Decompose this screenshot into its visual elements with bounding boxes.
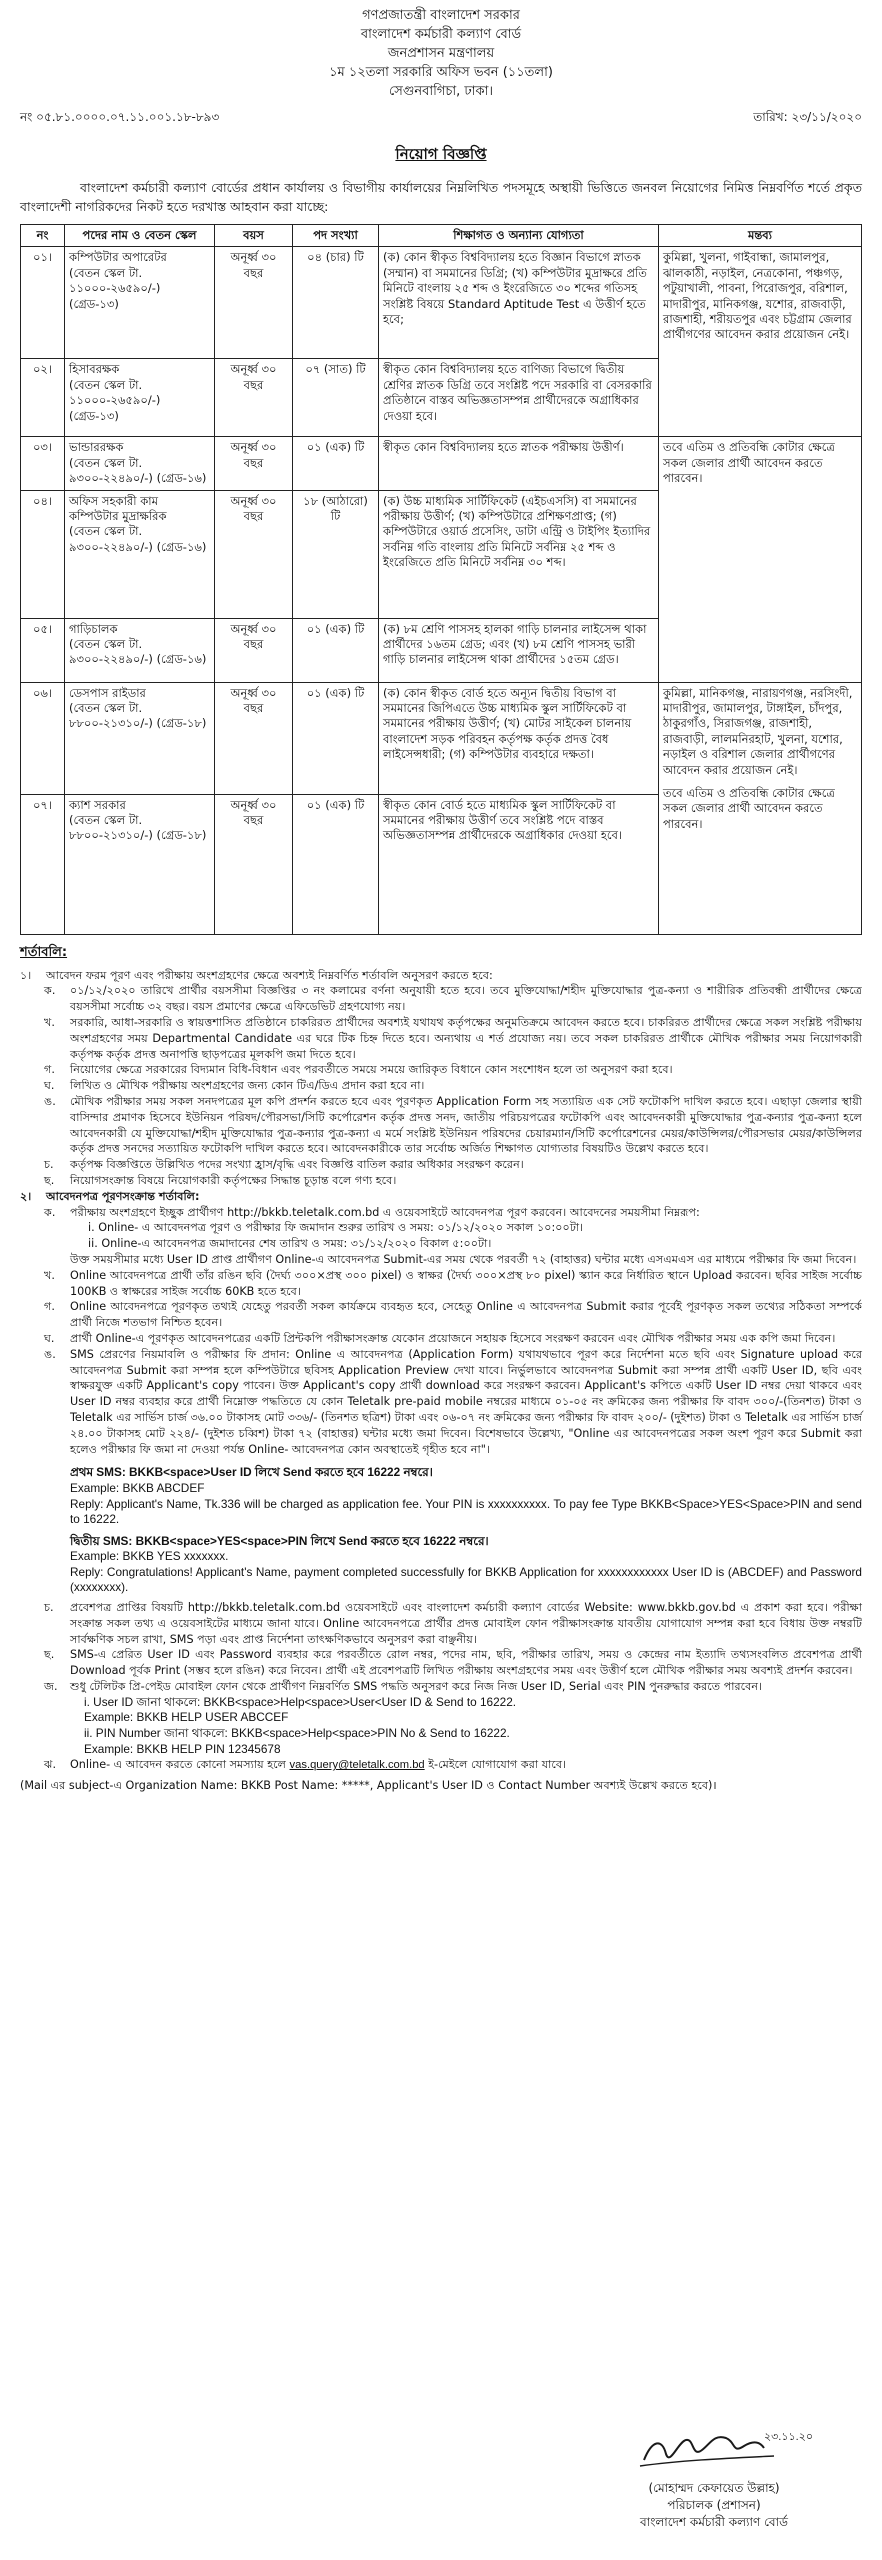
signature-block bbox=[584, 2420, 844, 2531]
sub-label: ছ. bbox=[44, 1173, 55, 1187]
col-header-qualification: শিক্ষাগত ও অন্যান্য যোগ্যতা bbox=[379, 225, 659, 247]
row-number: ০৫। bbox=[21, 618, 65, 682]
condition-number: ২। bbox=[20, 1189, 32, 1203]
sub-text: প্রার্থী Online-এ পূরণকৃত আবেদনপত্রের একটি প্রিন্টকপি পরীক্ষাসংক্রান্ত যেকোন প্রয়োজনে সহায়ক হিসেবে সংরক্ষণ করবেন এবং মৌখিক পরীক্ষার সময় এক কপি জমা দিবেন। bbox=[70, 1331, 836, 1345]
post-name: অফিস সহকারী কাম কম্পিউটার মুদ্রাক্ষরিক bbox=[69, 493, 167, 524]
condition-number: ১। bbox=[20, 968, 32, 982]
vacancy-table bbox=[20, 224, 862, 935]
qualification: স্বীকৃত কোন বিশ্ববিদ্যালয় হতে স্নাতক পরীক্ষায় উত্তীর্ণ। bbox=[379, 437, 659, 490]
post-name: ডেসপাস রাইডার bbox=[69, 685, 146, 700]
sub-label: ঙ. bbox=[44, 1347, 56, 1361]
age-limit: অনূর্ধ্ব ৩০ বছর bbox=[215, 618, 293, 682]
age-limit: অনূর্ধ্ব ৩০ বছর bbox=[215, 247, 293, 359]
header-line-5: সেগুনবাগিচা, ঢাকা। bbox=[388, 84, 494, 99]
pay-scale: (বেতন স্কেল টা. ১১০০০-২৬৫৯০/-) (গ্রেড-১৩) bbox=[69, 377, 161, 423]
remarks-quota-1 bbox=[659, 437, 862, 682]
sub-condition bbox=[44, 1015, 862, 1062]
sub-condition bbox=[44, 1078, 862, 1094]
signatory-organization: বাংলাদেশ কর্মচারী কল্যাণ বোর্ড bbox=[640, 2515, 788, 2529]
signature-scribble bbox=[614, 2420, 814, 2478]
condition-text: আবেদন ফরম পূরণ এবং পরীক্ষায় অংশগ্রহণের ক্ষেত্রে অবশ্যই নিম্নবর্ণিত শর্তাবলি অনুসরণ করতে হবে: bbox=[46, 968, 493, 982]
conditions-title: শর্তাবলি: bbox=[20, 944, 68, 960]
office-header bbox=[20, 6, 862, 101]
recovery-instructions bbox=[84, 1695, 862, 1757]
sub-condition bbox=[44, 1600, 862, 1647]
remarks-quota-note: তবে এতিম ও প্রতিবন্ধি কোটার ক্ষেত্রে সকল জেলার প্রার্থী আবেদন করতে পারবেন। bbox=[663, 440, 835, 486]
col-header-age: বয়স bbox=[215, 225, 293, 247]
remarks-group-1 bbox=[659, 247, 862, 437]
sub-condition bbox=[44, 1647, 862, 1679]
first-sms-example: Example: BKKB ABCDEF bbox=[70, 1480, 205, 1495]
signatory-designation: পরিচালক (প্রশাসন) bbox=[667, 2498, 761, 2512]
sub-text: মৌখিক পরীক্ষার সময় সকল সনদপত্রের মূল কপি প্রদর্শন করতে হবে এবং পূরণকৃত Application Form সহ সত্যায়িত এক সেট ফটোকপি দাখিল করতে হবে। এছাড়া জেলার স্থায়ী বাসিন্দার প্রমাণক হিসেবে ইউনিয়ন পরিষদ/পৌরসভা/সিটি কর্পোরেশন কর্তৃক প্রদত্ত সনদ, জাতীয় পরিচয়পত্রের ফটোকপি এবং আবেদনকারী মুক্তিযোদ্ধার পুত্র-কন্যার পুত্র-কন্যা হলে আবেদনকারী যে মুক্তিযোদ্ধা/শহীদ মুক্তিযোদ্ধার পুত্র-কন্যার পুত্র-কন্যা এ মর্মে সংশ্লিষ্ট ইউনিয়ন পরিষদের চেয়ারম্যান/সিটি কর্পোরেশনের মেয়র/কাউন্সিলর/পৌরসভার মেয়র/কাউন্সিলর কর্তৃক প্রদত্ত সনদের সত্যায়িত ফটোকপি দাখিল করতে হবে। আবেদনকারীকে তার সর্বোচ্চ অর্জিত শিক্ষাগত যোগ্যতার বিষয়টিও উল্লেখ করতে হবে। bbox=[70, 1095, 862, 1156]
sub-text: ০১/১২/২০২০ তারিখে প্রার্থীর বয়সসীমা বিজ্ঞপ্তির ৩ নং কলামের বর্ণনা অনুযায়ী হতে হবে। তবে মুক্তিযোদ্ধা/শহীদ মুক্তিযোদ্ধার পুত্র-কন্যা ও শারীরিক প্রতিবন্ধী প্রার্থীদের ক্ষেত্রে বয়সসীমা সর্বোচ্চ ৩২ বছর। বয়স প্রমাণের ক্ষেত্রে এফিডেভিট গ্রহণযোগ্য নয়। bbox=[70, 984, 862, 1014]
age-limit: অনূর্ধ্ব ৩০ বছর bbox=[215, 359, 293, 437]
post-cell bbox=[65, 794, 215, 934]
sub-condition bbox=[44, 1062, 862, 1078]
post-count: ০১ (এক) টি bbox=[293, 794, 379, 934]
second-sms-reply: Reply: Congratulations! Applicant's Name, payment completed successfully for BKKB Application for xxxxxxxxxxxx User ID is (ABCDEF) and Password (xxxxxxxx). bbox=[70, 1564, 862, 1595]
header-line-4: ১ম ১২তলা সরকারি অফিস ভবন (১১তলা) bbox=[329, 65, 553, 80]
memo-date: তারিখ: ২৩/১১/২০২০ bbox=[753, 110, 862, 124]
remarks-excluded-districts: কুমিল্লা, খুলনা, গাইবান্ধা, জামালপুর, ঝালকাঠী, নড়াইল, নেত্রকোনা, পঞ্চগড়, পটুয়াখালী, পাবনা, পিরোজপুর, বরিশাল, মাদারীপুর, মানিকগঞ্জ, যশোর, রাজবাড়ী, রাজশাহী, শরীয়তপুর এবং চট্টগ্রাম জেলার প্রার্থীগণের আবেদন করার প্রয়োজন নেই। bbox=[663, 250, 852, 342]
sub-condition bbox=[44, 1094, 862, 1157]
age-limit: অনূর্ধ্ব ৩০ বছর bbox=[215, 490, 293, 618]
online-deadlines bbox=[88, 1220, 862, 1252]
post-name: গাড়িচালক bbox=[69, 621, 118, 636]
sub-text: কর্তৃপক্ষ বিজ্ঞপ্তিতে উল্লিখিত পদের সংখ্যা হ্রাস/বৃদ্ধি এবং বিজ্ঞপ্তি বাতিল করার অধিকার সংরক্ষণ করেন। bbox=[70, 1158, 524, 1172]
sub-label: গ. bbox=[44, 1300, 55, 1314]
col-header-no: নং bbox=[21, 225, 65, 247]
row-number: ০২। bbox=[21, 359, 65, 437]
pay-scale: (বেতন স্কেল টা. ৯৩০০-২২৪৯০/-) (গ্রেড-১৬) bbox=[69, 524, 207, 554]
post-count: ০৭ (সাত) টি bbox=[293, 359, 379, 437]
sub-label: চ. bbox=[44, 1158, 54, 1172]
memo-number: নং ০৫.৮১.০০০০.০৭.১১.০০১.১৮-৮৯৩ bbox=[20, 110, 220, 124]
qualification: (ক) কোন স্বীকৃত বোর্ড হতে অন্যূন দ্বিতীয় বিভাগ বা সমমানের জিপিএতে উচ্চ মাধ্যমিক স্কুল সার্টিফিকেট বা সমমানের পরীক্ষায় উত্তীর্ণ; (খ) মোটর সাইকেল চালনায় বাংলাদেশ সড়ক পরিবহন কর্তৃপক্ষ কর্তৃক প্রদত্ত বৈধ লাইসেন্সধারী; (গ) কম্পিউটার ব্যবহারে দক্ষতা। bbox=[379, 682, 659, 794]
sub-text: SMS প্রেরণের নিয়মাবলি ও পরীক্ষার ফি প্রদান: Online এ আবেদনপত্র (Application Form) যথাযথভাবে পূরণ করে নির্দেশনা মতে ছবি এবং Signature upload করে আবেদনপত্র Submit করা সম্পন্ন হলে কম্পিউটারে ছবিসহ Application Preview দেখা যাবে। নির্ভুলভাবে আবেদনপত্র Submit করা সম্পন্ন প্রার্থী একটি User ID, ছবি এবং স্বাক্ষরযুক্ত একটি Applicant's copy পাবেন। উক্ত Applicant's copy প্রার্থী download করে সংরক্ষণ করবেন। Applicant's কপিতে একটি User ID নম্বর দেয়া থাকবে এবং User ID নম্বর ব্যবহার করে প্রার্থী নিম্নোক্ত পদ্ধতিতে যে কোন Teletalk pre-paid mobile নম্বরের মাধ্যমে ০১-০৫ নং ক্রমিকের জন্য পরীক্ষার ফি বাবদ ৩০০/-(তিনশত) টাকা ও Teletalk এর সার্ভিস চার্জ ৩৬.০০ টাকাসহ মোট ৩৩৬/- (তিনশত ছত্রিশ) টাকা এবং ০৬-০৭ নং ক্রমিকের জন্য পরীক্ষার ফি বাবদ ২০০/- (দুইশত) টাকা ও Teletalk এর সার্ভিস চার্জ ২৪.০০ টাকাসহ মোট ২২৪/- (দুইশত চব্বিশ) টাকা ৭২ (বাহাত্তর) ঘন্টার মধ্যে জমা দিবেন। বিশেষভাবে উল্লেখ্য, "Online এর আবেদনপত্রের সকল অংশ পূরণ করে Submit করা হলেও পরীক্ষার ফি জমা না দেওয়া পর্যন্ত Online- আবেদনপত্র কোন অবস্থাতেই গৃহীত হবে না"। bbox=[70, 1347, 862, 1456]
table-row bbox=[21, 247, 862, 359]
post-count: ০১ (এক) টি bbox=[293, 618, 379, 682]
col-header-post: পদের নাম ও বেতন স্কেল bbox=[65, 225, 215, 247]
sub-condition bbox=[44, 1299, 862, 1331]
condition-item bbox=[20, 968, 862, 984]
age-limit: অনূর্ধ্ব ৩০ বছর bbox=[215, 794, 293, 934]
online-start: i. Online- এ আবেদনপত্র পূরণ ও পরীক্ষার ফি জমাদান শুরুর তারিখ ও সময়: ০১/১২/২০২০ সকাল ১০:০০টা। bbox=[88, 1221, 584, 1235]
sub-label: ঘ. bbox=[44, 1079, 55, 1093]
qualification: (ক) উচ্চ মাধ্যমিক সার্টিফিকেট (এইচএসসি) বা সমমানের পরীক্ষায় উত্তীর্ণ; (খ) কম্পিউটারে প্রশিক্ষণপ্রাপ্ত; (গ) কম্পিউটারে ওয়ার্ড প্রসেসিং, ডাটা এন্ট্রি ও টাইপিং ইত্যাদির সর্বনিম্ন গতি বাংলায় প্রতি মিনিটে সর্বনিম্ন ২৫ শব্দ ও ইংরেজিতে প্রতি মিনিটে সর্বনিম্ন ৩০ শব্দ। bbox=[379, 490, 659, 618]
header-line-2: বাংলাদেশ কর্মচারী কল্যাণ বোর্ড bbox=[360, 27, 522, 42]
post-cell bbox=[65, 247, 215, 359]
sub-text: সরকারি, আধা-সরকারি ও স্বায়ত্তশাসিত প্রতিষ্ঠানে চাকরিরত প্রার্থীদের অবশ্যই যথাযথ কর্তৃপক্ষের অনুমতিক্রমে আবেদন করতে হবে। চাকরিরত প্রার্থীদের ক্ষেত্রে সকল সংশ্লিষ্ট পরীক্ষায় অংশগ্রহণের সময় Departmental Candidate এর ঘরে টিক চিহ্ন দিতে হবে। অন্যথায় এ শর্ত প্রযোজ্য নয়। তবে সকল চাকরিরত প্রার্থীকে মৌখিক পরীক্ষার সময় নিয়োগকারী কর্তৃপক্ষ কর্তৃক প্রদত্ত অনাপত্তি ছাড়পত্রের মূলকপি জমা দিতে হবে। bbox=[70, 1016, 862, 1061]
sub-conditions-1 bbox=[44, 983, 862, 1188]
sub-conditions-2 bbox=[44, 1205, 862, 1774]
remarks-quota-note: তবে এতিম ও প্রতিবন্ধি কোটার ক্ষেত্রে সকল জেলার প্রার্থী আবেদন করতে পারবেন। bbox=[663, 786, 835, 831]
header-line-3: জনপ্রশাসন মন্ত্রণালয় bbox=[387, 46, 495, 61]
remarks-group-2 bbox=[659, 682, 862, 934]
signature-date: ২৩.১১.২০ bbox=[764, 2431, 813, 2443]
sub-label: ঙ. bbox=[44, 1095, 56, 1108]
sub-condition bbox=[44, 1205, 862, 1221]
sub-condition bbox=[44, 1157, 862, 1173]
post-count: ০৪ (চার) টি bbox=[293, 247, 379, 359]
remarks-excluded-districts: কুমিল্লা, মানিকগঞ্জ, নারায়ণগঞ্জ, নরসিংদী, মাদারীপুর, জামালপুর, টাঙ্গাইল, চাঁদপুর, ঠাকুরগাঁও, সিরাজগঞ্জ, রাজশাহী, রাজবাড়ী, লালমনিরহাট, খুলনা, যশোর, নড়াইল ও বরিশাল জেলার প্রার্থীগণের আবেদন করার প্রয়োজন নেই। bbox=[663, 685, 853, 777]
age-limit: অনূর্ধ্ব ৩০ বছর bbox=[215, 682, 293, 794]
post-name: ক্যাশ সরকার bbox=[69, 797, 126, 812]
sub-label: ঘ. bbox=[44, 1331, 55, 1345]
qualification: (ক) ৮ম শ্রেণি পাসসহ হালকা গাড়ি চালনার লাইসেন্স থাকা প্রার্থীদের ১৬তম গ্রেড; এবং (খ) ৮ম শ্রেণি পাসসহ ভারী গাড়ি চালনার লাইসেন্স থাকা প্রার্থীদের ১৫তম গ্রেড। bbox=[379, 618, 659, 682]
sub-label: খ. bbox=[44, 1268, 55, 1282]
pay-scale: (বেতন স্কেল টা. ৮৮০০-২১৩১০/-) (গ্রেড-১৮) bbox=[69, 813, 207, 843]
support-email-link[interactable]: vas.query@teletalk.com.bd bbox=[289, 1759, 425, 1772]
condition-text: আবেদনপত্র পূরণসংক্রান্ত শর্তাবলি: bbox=[46, 1189, 200, 1203]
sub-text: Online আবেদনপত্রে প্রার্থী তাঁর রঙিন ছবি (দৈর্ঘ্য ৩০০×প্রস্থ ৩০০ pixel) ও স্বাক্ষর (দৈর্ঘ্য ৩০০×প্রস্থ ৮০ pixel) স্ক্যান করে নির্ধারিত স্থানে Upload করবেন। ছবির সাইজ সর্বোচ্চ 100KB ও স্বাক্ষরের সাইজ সর্বোচ্চ 60KB হতে হবে। bbox=[70, 1268, 862, 1298]
support-text-after: ই-মেইলে যোগাযোগ করা যাবে। bbox=[428, 1758, 567, 1772]
online-note: উক্ত সময়সীমার মধ্যে User ID প্রাপ্ত প্রার্থীগণ Online-এ আবেদনপত্র Submit-এর সময় থেকে পরবর্তী ৭২ (বাহাত্তর) ঘন্টার মধ্যে এসএমএস এর মাধ্যমে পরীক্ষার ফি জমা দিবেন। bbox=[70, 1252, 857, 1266]
support-text: Online- এ আবেদন করতে কোনো সমস্যায় হলে bbox=[70, 1758, 286, 1772]
online-end: ii. Online-এ আবেদনপত্র জমাদানের শেষ তারিখ ও সময়: ৩১/১২/২০২০ বিকাল ৫:০০টা। bbox=[88, 1237, 492, 1251]
sub-label: গ. bbox=[44, 1063, 55, 1077]
sub-label: ছ. bbox=[44, 1648, 55, 1662]
pay-scale: (বেতন স্কেল টা. ৮৮০০-২১৩১০/-) (গ্রেড-১৮) bbox=[69, 701, 207, 731]
sub-text: প্রবেশপত্র প্রাপ্তির বিষয়টি http://bkkb.teletalk.com.bd ওয়েবসাইটে এবং বাংলাদেশ কর্মচারী কল্যাণ বোর্ডের Website: www.bkkb.gov.bd এ প্রকাশ করা হবে। পরীক্ষা সংক্রান্ত সকল তথ্য এ ওয়েবসাইটের মাধ্যমে জানা যাবে। Online আবেদনপত্রে প্রার্থীর প্রদত্ত মোবাইল ফোন পরীক্ষাসংক্রান্ত যাবতীয় যোগাযোগ সম্পন্ন করা হবে বিধায় উক্ত নম্বরটি সার্বক্ষণিক সচল রাখা, SMS পড়া এবং প্রাপ্ত নির্দেশনা তাৎক্ষণিকভাবে অনুসরণ করা বাঞ্ছনীয়। bbox=[70, 1601, 862, 1646]
sub-text: শুধু টেলিটক প্রি-পেইড মোবাইল ফোন থেকে প্রার্থীগণ নিম্নবর্ণিত SMS পদ্ধতি অনুসরণ করে নিজ নিজ User ID, Serial এবং PIN পুনরুদ্ধার করতে পারবেন। bbox=[70, 1680, 763, 1694]
conditions-section bbox=[20, 968, 862, 1794]
pay-scale: (বেতন স্কেল টা. ১১০০০-২৬৫৯০/-) (গ্রেড-১৩) bbox=[69, 265, 161, 311]
sub-condition bbox=[44, 1268, 862, 1300]
sub-label: চ. bbox=[44, 1601, 54, 1615]
col-header-count: পদ সংখ্যা bbox=[293, 225, 379, 247]
post-count: ১৮ (আঠারো) টি bbox=[293, 490, 379, 618]
notice-page bbox=[20, 0, 862, 2529]
signatory-name: (মোহাম্মদ কেফায়েত উল্লাহ) bbox=[648, 2481, 780, 2495]
recovery-pin-example: Example: BKKB HELP PIN 12345678 bbox=[84, 1741, 281, 1756]
sub-condition bbox=[44, 1331, 862, 1347]
sub-label: ক. bbox=[44, 984, 56, 998]
sub-condition bbox=[44, 1347, 862, 1458]
post-name: কম্পিউটার অপারেটর bbox=[69, 250, 167, 265]
memo-line bbox=[20, 109, 862, 129]
second-sms: দ্বিতীয় SMS: BKKB<space>YES<space>PIN লিখে Send করতে হবে 16222 নম্বরে। bbox=[70, 1533, 489, 1548]
sub-label: জ. bbox=[44, 1680, 58, 1694]
pay-scale: (বেতন স্কেল টা. ৯৩০০-২২৪৯০/-) (গ্রেড-১৬) bbox=[69, 637, 207, 667]
post-name: ভান্ডাররক্ষক bbox=[69, 440, 124, 455]
row-number: ০১। bbox=[21, 247, 65, 359]
condition-item bbox=[20, 1189, 862, 1205]
sub-text: SMS-এ প্রেরিত User ID এবং Password ব্যবহার করে পরবর্তীতে রোল নম্বর, পদের নাম, ছবি, পরীক্ষার তারিখ, সময় ও কেন্দ্রের নাম ইত্যাদি তথ্যসংবলিত প্রবেশপত্র প্রার্থী Download পূর্বক Print (সম্ভব হলে রঙিন) করে নিবেন। প্রার্থী এই প্রবেশপত্রটি লিখিত পরীক্ষায় অংশগ্রহণের সময় এবং উত্তীর্ণ হলে মৌখিক পরীক্ষার সময় অবশ্যই প্রদর্শন করবেন। bbox=[70, 1648, 862, 1678]
sub-text: লিখিত ও মৌখিক পরীক্ষায় অংশগ্রহণের জন্য কোন টিএ/ডিএ প্রদান করা হবে না। bbox=[70, 1079, 425, 1093]
post-cell bbox=[65, 490, 215, 618]
intro-paragraph: বাংলাদেশ কর্মচারী কল্যাণ বোর্ডের প্রধান কার্যালয় ও বিভাগীয় কার্যালয়ের নিম্নলিখিত পদসমূহে অস্থায়ী ভিত্তিতে জনবল নিয়োগের নিমিত্ত নিম্নবর্ণিত শর্তে প্রকৃত বাংলাদেশী নাগরিকদের নিকট হতে দরখাস্ত আহবান করা যাচ্ছে: bbox=[20, 180, 862, 214]
first-sms-reply: Reply: Applicant's Name, Tk.336 will be charged as application fee. Your PIN is xxxxxxxxxx. To pay fee Type BKKB<Space>YES<Space>PIN and send to 16222. bbox=[70, 1496, 862, 1527]
sub-text: Online আবেদনপত্রে পূরণকৃত তথ্যই যেহেতু পরবর্তী সকল কার্যক্রমে ব্যবহৃত হবে, সেহেতু Online এ আবেদনপত্র Submit করার পূর্বেই পূরণকৃত সকল তথ্যের সঠিকতা সম্পর্কে প্রার্থী নিজে শতভাগ নিশ্চিত হবেন। bbox=[70, 1300, 862, 1330]
sub-label: ক. bbox=[44, 1205, 56, 1219]
qualification: স্বীকৃত কোন বিশ্ববিদ্যালয় হতে বাণিজ্য বিভাগে দ্বিতীয় শ্রেণির স্নাতক ডিগ্রি তবে সংশ্লিষ্ট পদে সরকারি বা বেসরকারি প্রতিষ্ঠানে বাস্তব অভিজ্ঞতাসম্পন্ন প্রার্থীদেরকে অগ্রাধিকার দেওয়া হবে। bbox=[379, 359, 659, 437]
age-limit: অনূর্ধ্ব ৩০ বছর bbox=[215, 437, 293, 490]
pay-scale: (বেতন স্কেল টা. ৯৩০০-২২৪৯০/-) (গ্রেড-১৬) bbox=[69, 455, 207, 486]
post-cell bbox=[65, 437, 215, 490]
post-count: ০১ (এক) টি bbox=[293, 682, 379, 794]
sub-text: নিয়োগের ক্ষেত্রে সরকারের বিদ্যমান বিধি-বিধান এবং পরবর্তীতে সময়ে সময়ে জারিকৃত বিধানে কোন সংশোধন হলে তা অনুসরণ করা হবে। bbox=[70, 1063, 673, 1077]
recovery-pin: ii. PIN Number জানা থাকলে: BKKB<space>Help<space>PIN No & Send to 16222. bbox=[84, 1726, 510, 1741]
post-name: হিসাবরক্ষক bbox=[69, 362, 120, 377]
sub-condition bbox=[44, 1757, 862, 1774]
sub-condition bbox=[44, 1679, 862, 1695]
row-number: ০৭। bbox=[21, 794, 65, 934]
table-row bbox=[21, 437, 862, 490]
col-header-remarks: মন্তব্য bbox=[659, 225, 862, 247]
second-sms-example: Example: BKKB YES xxxxxxx. bbox=[70, 1549, 229, 1564]
sms-instructions bbox=[70, 1465, 862, 1596]
header-line-1: গণপ্রজাতন্ত্রী বাংলাদেশ সরকার bbox=[362, 8, 520, 23]
post-cell bbox=[65, 682, 215, 794]
page-title: নিয়োগ বিজ্ঞপ্তি bbox=[395, 145, 487, 163]
post-cell bbox=[65, 359, 215, 437]
post-count: ০১ (এক) টি bbox=[293, 437, 379, 490]
sub-label: ঝ. bbox=[44, 1758, 57, 1772]
row-number: ০৬। bbox=[21, 682, 65, 794]
first-sms: প্রথম SMS: BKKB<space>User ID লিখে Send করতে হবে 16222 নম্বরে। bbox=[70, 1465, 433, 1480]
mail-subject-note: (Mail এর subject-এ Organization Name: BKKB Post Name: *****, Applicant's User ID ও Contact Number অবশ্যই উল্লেখ করতে হবে)। bbox=[20, 1779, 717, 1793]
sub-text: পরীক্ষায় অংশগ্রহণে ইচ্ছুক প্রার্থীগণ http://bkkb.teletalk.com.bd এ ওয়েবসাইটে আবেদনপত্র পূরণ করবেন। আবেদনের সময়সীমা নিম্নরূপ: bbox=[70, 1205, 700, 1219]
sub-label: খ. bbox=[44, 1016, 55, 1030]
qualification: (ক) কোন স্বীকৃত বিশ্ববিদ্যালয় হতে বিজ্ঞান বিভাগে স্নাতক (সম্মান) বা সমমানের ডিগ্রি; (খ) কম্পিউটার মুদ্রাক্ষরে প্রতি মিনিটে বাংলায় ২৫ শব্দ ও ইংরেজিতে ৩০ শব্দের গতিসহ সংশ্লিষ্ট বিষয়ে Standard Aptitude Test এ উত্তীর্ণ হতে হবে; bbox=[379, 247, 659, 359]
row-number: ০৪। bbox=[21, 490, 65, 618]
sub-text bbox=[70, 1757, 862, 1774]
table-header-row bbox=[21, 225, 862, 247]
table-row bbox=[21, 682, 862, 794]
qualification: স্বীকৃত কোন বোর্ড হতে মাধ্যমিক স্কুল সার্টিফিকেট বা সমমানের পরীক্ষায় উত্তীর্ণ তবে সংশ্লিষ্ট পদে বাস্তব অভিজ্ঞতাসম্পন্ন প্রার্থীদেরকে অগ্রাধিকার দেওয়া হবে। bbox=[379, 794, 659, 934]
recovery-user-id-example: Example: BKKB HELP USER ABCCEF bbox=[84, 1710, 289, 1725]
row-number: ০৩। bbox=[21, 437, 65, 490]
post-cell bbox=[65, 618, 215, 682]
sub-condition bbox=[44, 983, 862, 1015]
sub-condition bbox=[44, 1173, 862, 1189]
sub-text: নিয়োগসংক্রান্ত বিষয়ে নিয়োগকারী কর্তৃপক্ষের সিদ্ধান্ত চূড়ান্ত বলে গণ্য হবে। bbox=[70, 1173, 397, 1187]
recovery-user-id: i. User ID জানা থাকলে: BKKB<space>Help<space>User<User ID & Send to 16222. bbox=[84, 1694, 517, 1709]
